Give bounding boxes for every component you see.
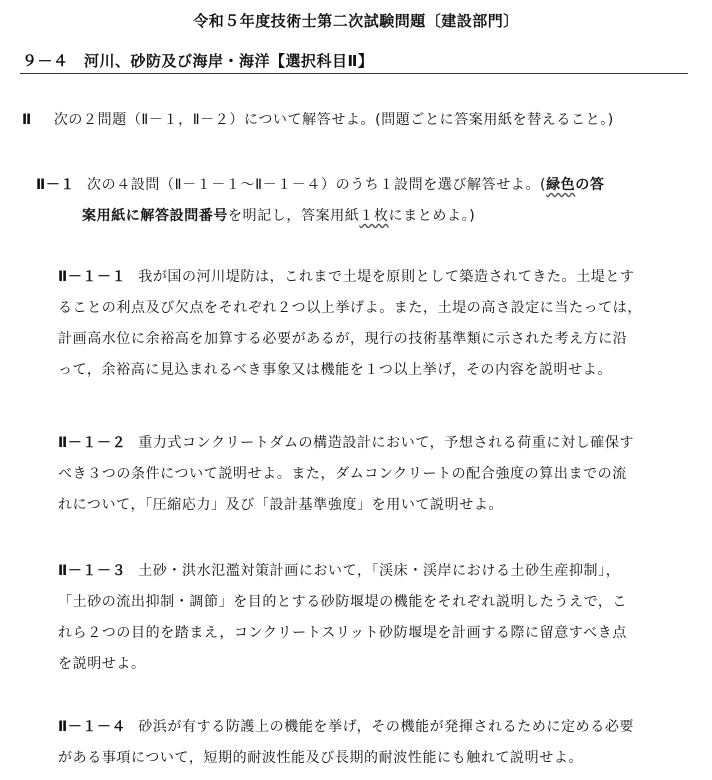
question-line: って，余裕高に見込まれるべき事象又は機能を１つ以上挙げ，その内容を説明せよ。 (58, 362, 612, 378)
green-answer-sheet-word: 緑色 (546, 177, 576, 193)
question-line: 計画高水位に余裕高を加算する必要があるが，現行の技術基準類に示された考え方に沿 (58, 331, 628, 347)
question-line: れについて，「圧縮応力」及び「設計基準強度」を用いて説明せよ。 (58, 497, 504, 513)
question-label: Ⅱ－１－１ (58, 269, 127, 285)
question-item (58, 556, 708, 680)
subsection-instruction (36, 170, 706, 232)
question-line: 「土砂の流出抑制・調節」を目的とする砂防堰堤の機能をそれぞれ説明したうえで，こ (58, 594, 628, 610)
subject-heading: ９－４ 河川、砂防及び海岸・海洋【選択科目Ⅱ】 (22, 52, 374, 70)
question-label: Ⅱ－１－４ (58, 719, 127, 735)
question-line: 我が国の河川堤防は，これまで土堤を原則として築造されてきた。土堤とす (138, 269, 635, 285)
exam-title: 令和５年度技術士第二次試験問題〔建設部門〕 (193, 12, 519, 30)
section-instruction (22, 105, 702, 136)
subsection-rest-a: を明記し，答案用紙 (228, 208, 360, 224)
question-line: べき３つの条件について説明せよ。また，ダムコンクリートの配合強度の算出までの流 (58, 466, 627, 482)
question-item (58, 712, 708, 774)
question-line: 砂浜が有する防護上の機能を挙げ，その機能が発揮されるために定める必要 (138, 719, 635, 735)
subsection-label: Ⅱ－１ (36, 177, 76, 193)
subject-underline (20, 73, 688, 74)
question-item (58, 428, 708, 521)
question-item (58, 262, 708, 386)
question-line: を説明せよ。 (58, 656, 146, 672)
question-line: 土砂・洪水氾濫対策計画において，「渓床・渓岸における土砂生産抑制」， (138, 563, 621, 579)
question-label: Ⅱ－１－３ (58, 563, 127, 579)
subsection-text-b: の答 (575, 177, 605, 193)
section-text: 次の２問題（Ⅱ－１，Ⅱ－２）について解答せよ。(問題ごとに答案用紙を替えること。) (53, 112, 614, 128)
subsection-text-a: 次の４設問（Ⅱ－１－１～Ⅱ－１－４）のうち１設問を選び解答せよ。( (87, 177, 547, 193)
one-sheet-word: １枚 (359, 208, 389, 224)
subsection-bold-instruction: 案用紙に解答設問番号 (82, 208, 228, 224)
question-line: がある事項について，短期的耐波性能及び長期的耐波性能にも触れて説明せよ。 (58, 750, 584, 766)
section-label: Ⅱ (22, 112, 32, 128)
question-line: 重力式コンクリートダムの構造設計において，予想される荷重に対し確保す (138, 435, 635, 451)
question-line: れら２つの目的を踏まえ，コンクリートスリット砂防堰堤を計画する際に留意すべき点 (58, 625, 627, 641)
subsection-rest-b: にまとめよ。) (388, 208, 476, 224)
question-line: ることの利点及び欠点をそれぞれ２つ以上挙げよ。また，土堤の高さ設定に当たっては， (58, 300, 642, 316)
question-label: Ⅱ－１－２ (58, 435, 127, 451)
